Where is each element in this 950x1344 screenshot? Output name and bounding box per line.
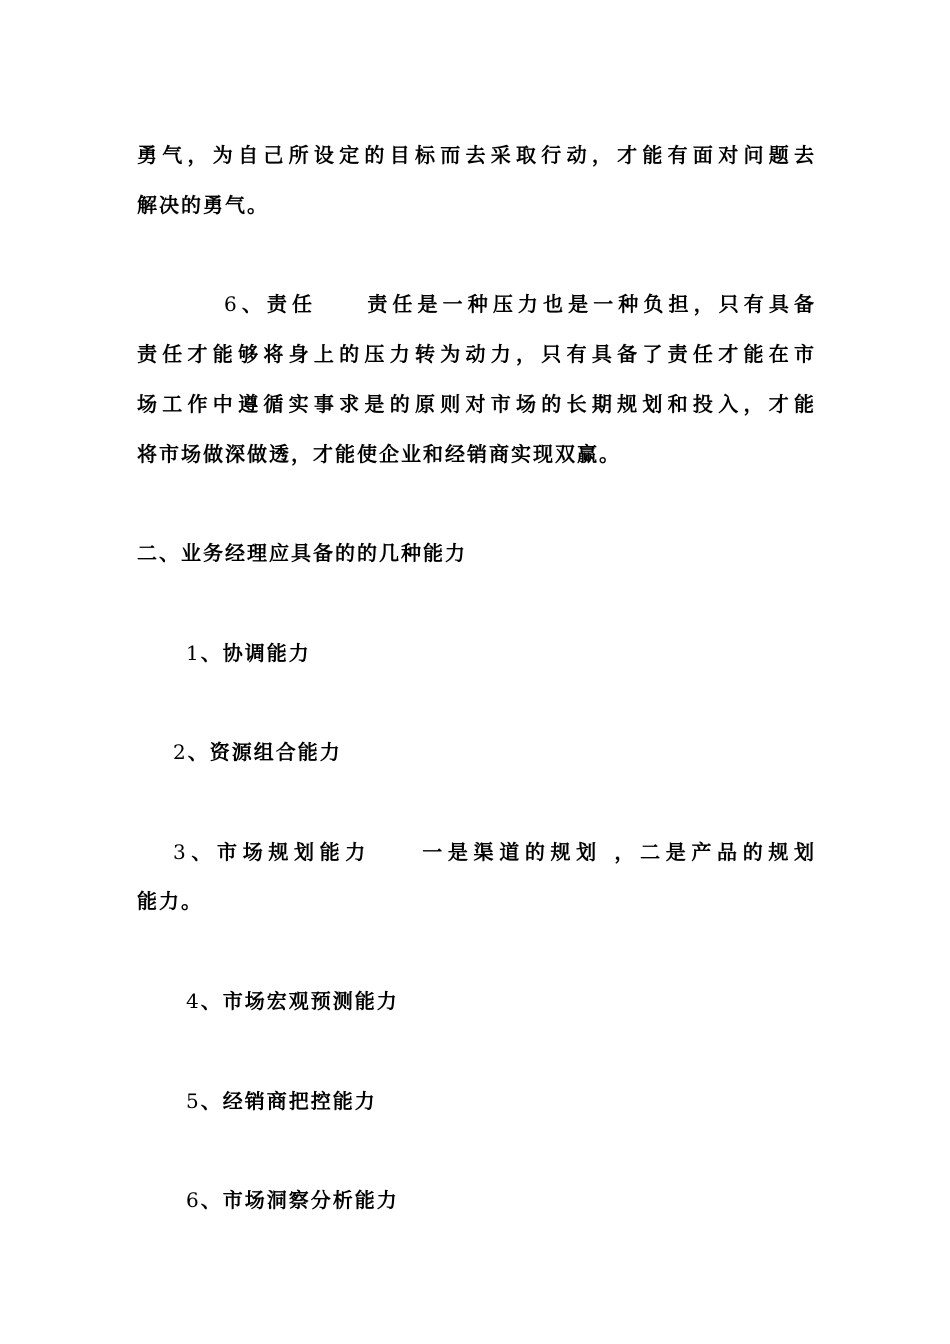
ability-text: 、市场宏观预测能力 bbox=[200, 989, 399, 1013]
paragraph-responsibility-line2: 责任才能够将身上的压力转为动力，只有具备了责任才能在市 bbox=[137, 342, 814, 366]
ability-item-3 bbox=[173, 837, 814, 867]
paragraph-responsibility-line3: 场工作中遵循实事求是的原则对市场的长期规划和投入，才能 bbox=[137, 392, 814, 416]
paragraph-responsibility-line4: 将市场做深做透，才能使企业和经销商实现双赢。 bbox=[137, 442, 621, 466]
item-number: 2 bbox=[173, 740, 188, 764]
ability-item-5 bbox=[186, 1086, 377, 1116]
paragraph-responsibility-line1 bbox=[224, 289, 814, 319]
ability-text: 、市场规划能力 一是渠道的规划 ，二是产品的规划 bbox=[185, 840, 814, 864]
paragraph-courage-line1: 勇气，为自己所设定的目标而去采取行动，才能有面对问题去 bbox=[137, 143, 814, 167]
ability-text: 、经销商把控能力 bbox=[200, 1089, 377, 1113]
ability-item-4 bbox=[186, 986, 399, 1016]
ability-text: 、协调能力 bbox=[200, 641, 311, 665]
ability-item-2 bbox=[173, 737, 342, 767]
item-number: 6 bbox=[224, 292, 237, 316]
ability-text: 、资源组合能力 bbox=[187, 740, 342, 764]
item-number: 6 bbox=[186, 1188, 201, 1212]
section-heading: 二、业务经理应具备的的几种能力 bbox=[137, 541, 467, 565]
item-number: 5 bbox=[186, 1089, 201, 1113]
paragraph-responsibility-line1-text: 、责任 责任是一种压力也是一种负担，只有具备 bbox=[236, 292, 814, 316]
ability-item-1 bbox=[186, 638, 311, 668]
ability-item-3-continuation: 能力。 bbox=[137, 889, 203, 913]
item-number: 1 bbox=[186, 641, 201, 665]
item-number: 4 bbox=[186, 989, 201, 1013]
ability-text: 、市场洞察分析能力 bbox=[200, 1188, 399, 1212]
paragraph-courage-line2: 解决的勇气。 bbox=[137, 193, 269, 217]
ability-item-6 bbox=[186, 1185, 399, 1215]
item-number: 3 bbox=[173, 840, 186, 864]
